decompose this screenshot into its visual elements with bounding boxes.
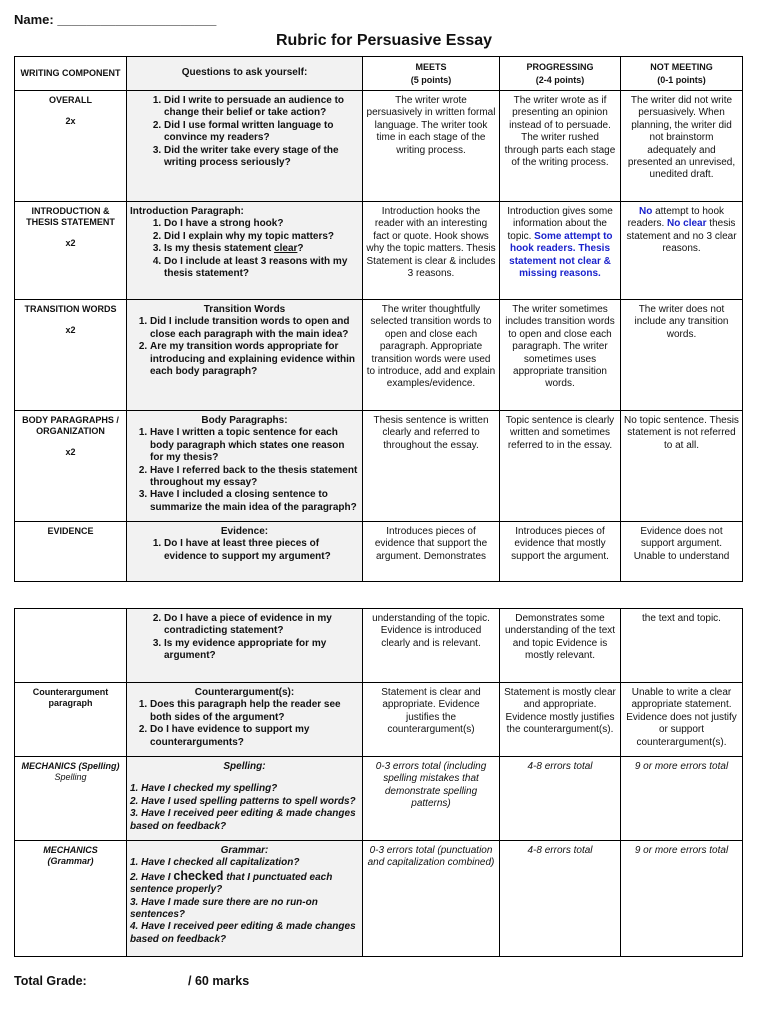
meets-introduction: Introduction hooks the reader with an interesting fact or quote. Hook shows why the topic matters. Thesis Statement is clear & includes 3 reasons. [363,202,500,300]
progressing-evidence: Introduces pieces of evidence that mostly support the argument. [500,522,621,582]
page-title: Rubric for Persuasive Essay [275,32,493,49]
progressing-counterargument: Statement is mostly clear and appropriate. Evidence mostly justifies the counterargument(s). [500,683,621,757]
header-row [15,57,743,91]
column-header-component: WRITING COMPONENT [15,57,127,91]
total-marks: / 60 marks [188,974,250,988]
questions-introduction: Introduction Paragraph: 1. Do I have a strong hook? 2. Did I explain why my topic matters? 3. Is my thesis statement clear? 4. Do I include at least 3 reasons with my thesis statement? [127,202,363,300]
questions-counterargument: Counterargument(s): 1. Does this paragraph help the reader see both sides of the argument? 2. Do I have evidence to support my counterarguments? [127,683,363,757]
not-meeting-overall: The writer did not write persuasively. When planning, the writer did not brainstorm adequately and presented an unrevised, unedited draft. [621,91,743,202]
component-evidence-continued [15,609,127,683]
questions-spelling: Spelling: 1. Have I checked my spelling? 2. Have I used spelling patterns to spell words? 3. Have I received peer editing & made changes based on feedback? [127,757,363,841]
progressing-spelling: 4-8 errors total [500,757,621,841]
table-row [15,411,743,522]
not-meeting-spelling: 9 or more errors total [621,757,743,841]
meets-grammar: 0-3 errors total (punctuation and capitalization combined) [363,841,500,957]
meets-evidence: Introduces pieces of evidence that support the argument. Demonstrates [363,522,500,582]
questions-body: Body Paragraphs: 1. Have I written a topic sentence for each body paragraph which states one reason for my thesis? 2. Have I referred back to the thesis statement throughout my essay? 3. Have I included a closing sentence to summarize the main idea of the paragraph? [127,411,363,522]
column-header-progressing: PROGRESSING (2-4 points) [500,57,621,91]
meets-spelling: 0-3 errors total (including spelling mistakes that demonstrate spelling patterns) [363,757,500,841]
table-row [15,683,743,757]
progressing-transition: The writer sometimes includes transition words to open and close each paragraph. The writer sometimes uses appropriate transition words. [500,300,621,411]
component-spelling: MECHANICS (Spelling) Spelling [15,757,127,841]
not-meeting-introduction: No attempt to hook readers. No clear thesis statement and no 3 clear reasons. [621,202,743,300]
questions-evidence-continued: 2. Do I have a piece of evidence in my contradicting statement? 3. Is my evidence appropriate for my argument? [127,609,363,683]
table-row [15,202,743,300]
table-row [15,757,743,841]
progressing-body: Topic sentence is clearly written and sometimes referred to in the essay. [500,411,621,522]
total-grade-label: Total Grade: [14,974,87,988]
component-grammar: MECHANICS (Grammar) [15,841,127,957]
not-meeting-evidence-continued: the text and topic. [621,609,743,683]
table-row [15,300,743,411]
component-introduction: INTRODUCTION & THESIS STATEMENT x2 [15,202,127,300]
rubric-table-part-2 [14,608,743,957]
table-row [15,841,743,957]
column-header-not-meeting: NOT MEETING (0-1 points) [621,57,743,91]
component-body: BODY PARAGRAPHS / ORGANIZATION x2 [15,411,127,522]
component-evidence: EVIDENCE [15,522,127,582]
table-row [15,522,743,582]
rubric-table-part-1 [14,56,743,582]
column-header-questions: Questions to ask yourself: [127,57,363,91]
questions-overall: 1. Did I write to persuade an audience to change their belief or take action? 2. Did I use formal written language to convince my readers? 3. Did the writer take every stage of the writing process seriously? [127,91,363,202]
questions-transition: Transition Words 1. Did I include transition words to open and close each paragraph with the main idea? 2. Are my transition words appropriate for introducing and explaining evidence within each body paragraph? [127,300,363,411]
not-meeting-grammar: 9 or more errors total [621,841,743,957]
component-counterargument: Counterargument paragraph [15,683,127,757]
name-field: Name: ______________________ [14,12,217,27]
progressing-overall: The writer wrote as if presenting an opinion instead of to persuade. The writer rushed through parts each stage of the writing process. [500,91,621,202]
meets-overall: The writer wrote persuasively in written formal language. The writer took time in each stage of the writing process. [363,91,500,202]
meets-evidence-continued: understanding of the topic. Evidence is introduced clearly and is relevant. [363,609,500,683]
questions-grammar: Grammar: 1. Have I checked all capitalization? 2. Have I checked that I punctuated each sentence properly? 3. Have I made sure there are no run-on sentences? 4. Have I received peer editing & made changes based on feedback? [127,841,363,957]
component-transition: TRANSITION WORDS x2 [15,300,127,411]
not-meeting-body: No topic sentence. Thesis statement is not referred to at all. [621,411,743,522]
questions-evidence: Evidence: 1. Do I have at least three pieces of evidence to support my argument? [127,522,363,582]
meets-counterargument: Statement is clear and appropriate. Evidence justifies the counterargument(s) [363,683,500,757]
progressing-introduction: Introduction gives some information about the topic. Some attempt to hook readers. Thesis statement not clear & missing reasons. [500,202,621,300]
progressing-evidence-continued: Demonstrates some understanding of the text and topic Evidence is mostly relevant. [500,609,621,683]
meets-body: Thesis sentence is written clearly and referred to throughout the essay. [363,411,500,522]
component-overall: OVERALL 2x [15,91,127,202]
not-meeting-evidence: Evidence does not support argument. Unable to understand [621,522,743,582]
not-meeting-transition: The writer does not include any transition words. [621,300,743,411]
column-header-meets: MEETS (5 points) [363,57,500,91]
meets-transition: The writer thoughtfully selected transition words to open and close each paragraph. Appropriate transition words were used to introduce, add and explain examples/evidence. [363,300,500,411]
progressing-grammar: 4-8 errors total [500,841,621,957]
table-row [15,609,743,683]
not-meeting-counterargument: Unable to write a clear appropriate statement. Evidence does not justify or support counterargument(s). [621,683,743,757]
table-row [15,91,743,202]
